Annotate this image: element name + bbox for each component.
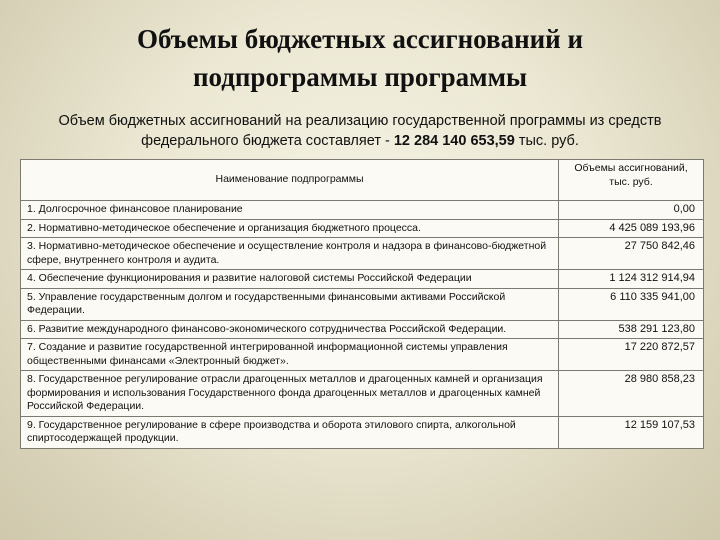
budget-total-amount: 12 284 140 653,59: [393, 133, 515, 149]
table-row: [21, 270, 704, 289]
column-header-value-line2: тыс. руб.: [609, 175, 653, 188]
subprogram-name: 9. Государственное регулирование в сфере производства и оборота этилового спирта, алкогольной спиртосодержащей продукции.: [21, 416, 559, 448]
subprograms-table: [20, 159, 704, 449]
column-header-name: Наименование подпрограммы: [21, 160, 559, 201]
table-row: [21, 238, 704, 270]
subprogram-value: 6 110 335 941,00: [559, 288, 704, 320]
table-row: [21, 320, 704, 339]
subprogram-name: 3. Нормативно-методическое обеспечение и осуществление контроля и надзора в финансово-бюджетной сфере, внутреннего контроля и аудита.: [21, 238, 559, 270]
budget-summary-line2: [14, 131, 706, 151]
subprogram-value: 1 124 312 914,94: [559, 270, 704, 289]
subprogram-name: 6. Развитие международного финансово-экономического сотрудничества Российской Федерации.: [21, 320, 559, 339]
table-row: [21, 371, 704, 417]
subprogram-value: 4 425 089 193,96: [559, 219, 704, 238]
budget-summary-prefix: федерального бюджета составляет -: [141, 133, 394, 149]
subprogram-value: 27 750 842,46: [559, 238, 704, 270]
slide-title: [0, 20, 720, 96]
budget-summary-suffix: тыс. руб.: [514, 133, 579, 149]
slide-title-line1: Объемы бюджетных ассигнований и: [136, 24, 584, 54]
subprogram-value: 538 291 123,80: [559, 320, 704, 339]
table-row: [21, 219, 704, 238]
budget-summary-line1: Объем бюджетных ассигнований на реализацию государственной программы из средств: [58, 113, 662, 129]
subprogram-value: 12 159 107,53: [559, 416, 704, 448]
table-row: [21, 288, 704, 320]
column-header-value-line1: Объемы ассигнований,: [574, 162, 688, 174]
subprogram-name: 8. Государственное регулирование отрасли драгоценных металлов и драгоценных камней и организация формирования и использования Государственного фонда драгоценных металлов и драгоценных камней Российской Федерации.: [21, 371, 559, 417]
column-header-value: [559, 160, 704, 201]
subprogram-name: 4. Обеспечение функционирования и развитие налоговой системы Российской Федерации: [21, 270, 559, 289]
table-row: [21, 416, 704, 448]
table-row: [21, 201, 704, 220]
table-row: [21, 339, 704, 371]
subprogram-value: 17 220 872,57: [559, 339, 704, 371]
slide-title-line2: подпрограммы программы: [192, 62, 528, 92]
subprogram-name: 2. Нормативно-методическое обеспечение и организация бюджетного процесса.: [21, 219, 559, 238]
subprogram-name: 1. Долгосрочное финансовое планирование: [21, 201, 559, 220]
subprogram-name: 5. Управление государственным долгом и государственными финансовыми активами Российской Федерации.: [21, 288, 559, 320]
subprogram-value: 0,00: [559, 201, 704, 220]
table-header-row: [21, 160, 704, 201]
budget-summary: [14, 111, 706, 151]
subprogram-name: 7. Создание и развитие государственной интегрированной информационной системы управления общественными финансами «Электронный бюджет».: [21, 339, 559, 371]
subprogram-value: 28 980 858,23: [559, 371, 704, 417]
